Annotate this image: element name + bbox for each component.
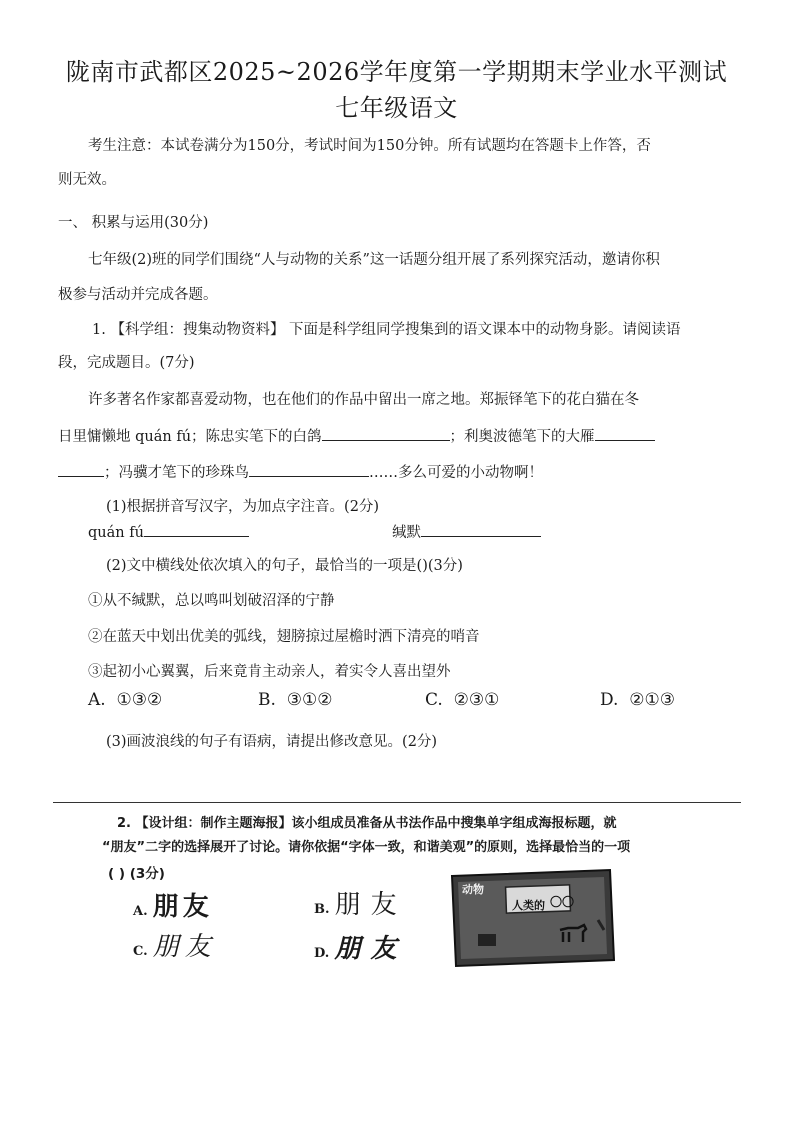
sentence-1: ①从不缄默，总以鸣叫划破沼泽的宁静: [88, 593, 335, 609]
sentence-2: ②在蓝天中划出优美的弧线，翅膀掠过屋檐时洒下清亮的哨音: [88, 629, 480, 645]
exam-title: 陇南市武都区2025~2026学年度第一学期期末学业水平测试: [65, 58, 728, 86]
calligraphy-a: 朋友: [152, 892, 213, 922]
option-a[interactable]: A. ①③②: [88, 690, 163, 710]
answer-blank-3[interactable]: [249, 462, 369, 477]
calligraphy-d: 朋友: [334, 934, 407, 964]
section-intro-1: 七年级(2)班的同学们围绕“人与动物的关系”这一话题分组开展了系列探究活动，邀请你积: [88, 252, 660, 268]
choice-a[interactable]: A. 朋友: [133, 892, 213, 922]
poster-blank-circles: 〇〇: [550, 895, 575, 909]
q1-sub1: (1)根据拼音写汉字，为加点字注音。(2分): [106, 499, 380, 515]
q1-sub1-pinyin-row: [88, 522, 249, 543]
q1-sub1-word-row: [392, 522, 541, 543]
passage-segment: 日里慵懒地 quán fú；陈忠实笔下的白鸽: [58, 429, 322, 445]
pinyin-text: quán fú: [88, 525, 144, 541]
q1-sub3: (3)画波浪线的句子有语病，请提出修改意见。(2分): [106, 734, 438, 750]
section-heading: 一、 积累与运用(30分): [58, 215, 209, 231]
sentence-3: ③起初小心翼翼，后来竟肯主动亲人，着实令人喜出望外: [88, 664, 451, 680]
option-d[interactable]: D. ②①③: [600, 690, 675, 710]
q1-stem-1: 1. 【科学组：搜集动物资料】 下面是科学组同学搜集到的语文课本中的动物身影。请阅读语: [92, 322, 681, 338]
q1-sub2: (2)文中横线处依次填入的句子，最恰当的一项是()(3分): [106, 558, 463, 574]
option-b[interactable]: B. ③①②: [258, 690, 333, 710]
calligraphy-b: 朋友: [334, 890, 407, 920]
calligraphy-c: 朋友: [152, 932, 217, 962]
word-answer-blank[interactable]: [421, 522, 541, 537]
choice-b[interactable]: B. 朋友: [314, 890, 407, 920]
q1-passage-2: [58, 426, 655, 447]
notice-line-2: 则无效。: [58, 172, 116, 188]
subject-title: 七年级语文: [335, 94, 458, 122]
q1-stem-2: 段，完成题目。(7分): [58, 355, 195, 371]
poster-word-2: 人类的: [512, 899, 545, 912]
q1-passage-1: 许多著名作家都喜爱动物，也在他们的作品中留出一席之地。郑振铎笔下的花白猫在冬: [88, 392, 639, 408]
answer-blank-1[interactable]: [322, 426, 450, 441]
section-intro-2: 极参与活动并完成各题。: [58, 287, 218, 303]
poster-word-1: 动物: [462, 883, 484, 896]
passage-segment: ；冯骥才笔下的珍珠鸟: [104, 465, 249, 481]
option-c[interactable]: C. ②③①: [425, 690, 500, 710]
word-text: 缄默: [392, 525, 421, 541]
answer-blank-2b[interactable]: [58, 462, 104, 477]
q2-stem-1: 2. 【设计组：制作主题海报】该小组成员准备从书法作品中搜集单字组成海报标题，就: [117, 816, 617, 831]
section-divider: [53, 802, 741, 803]
answer-blank-2a[interactable]: [595, 426, 655, 441]
notice-line-1: 考生注意：本试卷满分为150分，考试时间为150分钟。所有试题均在答题卡上作答，否: [88, 138, 651, 154]
pinyin-answer-blank[interactable]: [144, 522, 249, 537]
choice-c[interactable]: C. 朋友: [133, 932, 217, 962]
q2-stem-2: “朋友”二字的选择展开了讨论。请你依据“字体一致，和谐美观”的原则，选择最恰当的一项: [102, 840, 631, 855]
passage-segment: ……多么可爱的小动物啊！: [369, 465, 543, 481]
passage-segment: ；利奥波德笔下的大雁: [449, 429, 595, 445]
q2-stem-3: ( ) (3分): [108, 866, 165, 882]
q1-passage-3: [58, 462, 543, 483]
choice-d[interactable]: D. 朋友: [314, 934, 407, 964]
